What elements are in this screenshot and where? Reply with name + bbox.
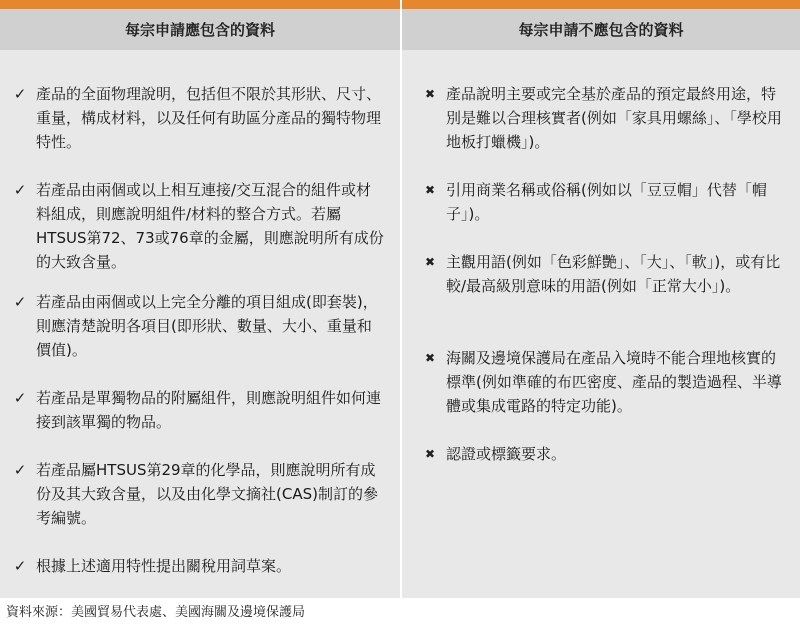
check-icon: ✓ (13, 293, 27, 311)
exclude-item-text: 認證或標籤要求。 (446, 445, 567, 463)
check-icon: ✓ (13, 461, 27, 479)
source-note: 資料來源：美國貿易代表處、美國海關及邊境保護局 (6, 605, 306, 620)
check-icon: ✓ (13, 389, 27, 407)
include-column (0, 0, 400, 598)
cross-icon: ✖ (424, 87, 436, 101)
exclude-item-text: 海關及邊境保護局在產品入境時不能合理地核實的標準(例如準確的布匹密度、產品的製造過程、半導體或集成電路的特定功能)。 (446, 349, 782, 415)
exclude-item-text: 主觀用語(例如「色彩鮮艷」、「大」、「軟」)，或有比較/最高級別意味的用語(例如「正常大小」)。 (446, 253, 781, 295)
cross-icon: ✖ (424, 447, 436, 461)
exclude-item-text: 引用商業名稱或俗稱(例如以「豆豆帽」代替「帽子」)。 (446, 181, 767, 223)
cross-icon: ✖ (424, 255, 436, 269)
include-column-header: 每宗申請應包含的資料 (0, 9, 400, 50)
accent-line (402, 0, 800, 9)
include-item-text: 若產品由兩個或以上完全分離的項目組成(即套裝)，則應清楚說明各項目(即形狀、數量、大小、重量和價值)。 (36, 293, 378, 359)
include-item-text: 若產品屬HTSUS第29章的化學品，則應說明所有成份及其大致含量，以及由化學文摘社(CAS)制訂的參考編號。 (36, 461, 378, 527)
check-icon: ✓ (13, 181, 27, 199)
cross-icon: ✖ (424, 351, 436, 365)
exclude-item-text: 產品說明主要或完全基於產品的預定最終用途，特別是難以合理核實者(例如「家具用螺絲」、「學校用地板打蠟機」)。 (446, 85, 782, 151)
exclude-column (402, 0, 800, 598)
include-item-text: 若產品是單獨物品的附屬組件，則應說明組件如何連接到該單獨的物品。 (36, 389, 382, 431)
include-item-text: 若產品由兩個或以上相互連接/交互混合的組件或材料組成，則應說明組件/材料的整合方式。若屬HTSUS第72、73或76章的金屬，則應說明所有成份的大致含量。 (36, 181, 384, 271)
accent-line (0, 0, 400, 9)
exclude-column-header: 每宗申請不應包含的資料 (402, 9, 800, 50)
cross-icon: ✖ (424, 183, 436, 197)
check-icon: ✓ (13, 557, 27, 575)
include-item-text: 根據上述適用特性提出關稅用詞草案。 (36, 557, 292, 575)
include-item-text: 產品的全面物理說明，包括但不限於其形狀、尺寸、重量，構成材料，以及任何有助區分產品的獨特物理特性。 (36, 85, 382, 151)
check-icon: ✓ (13, 85, 27, 103)
